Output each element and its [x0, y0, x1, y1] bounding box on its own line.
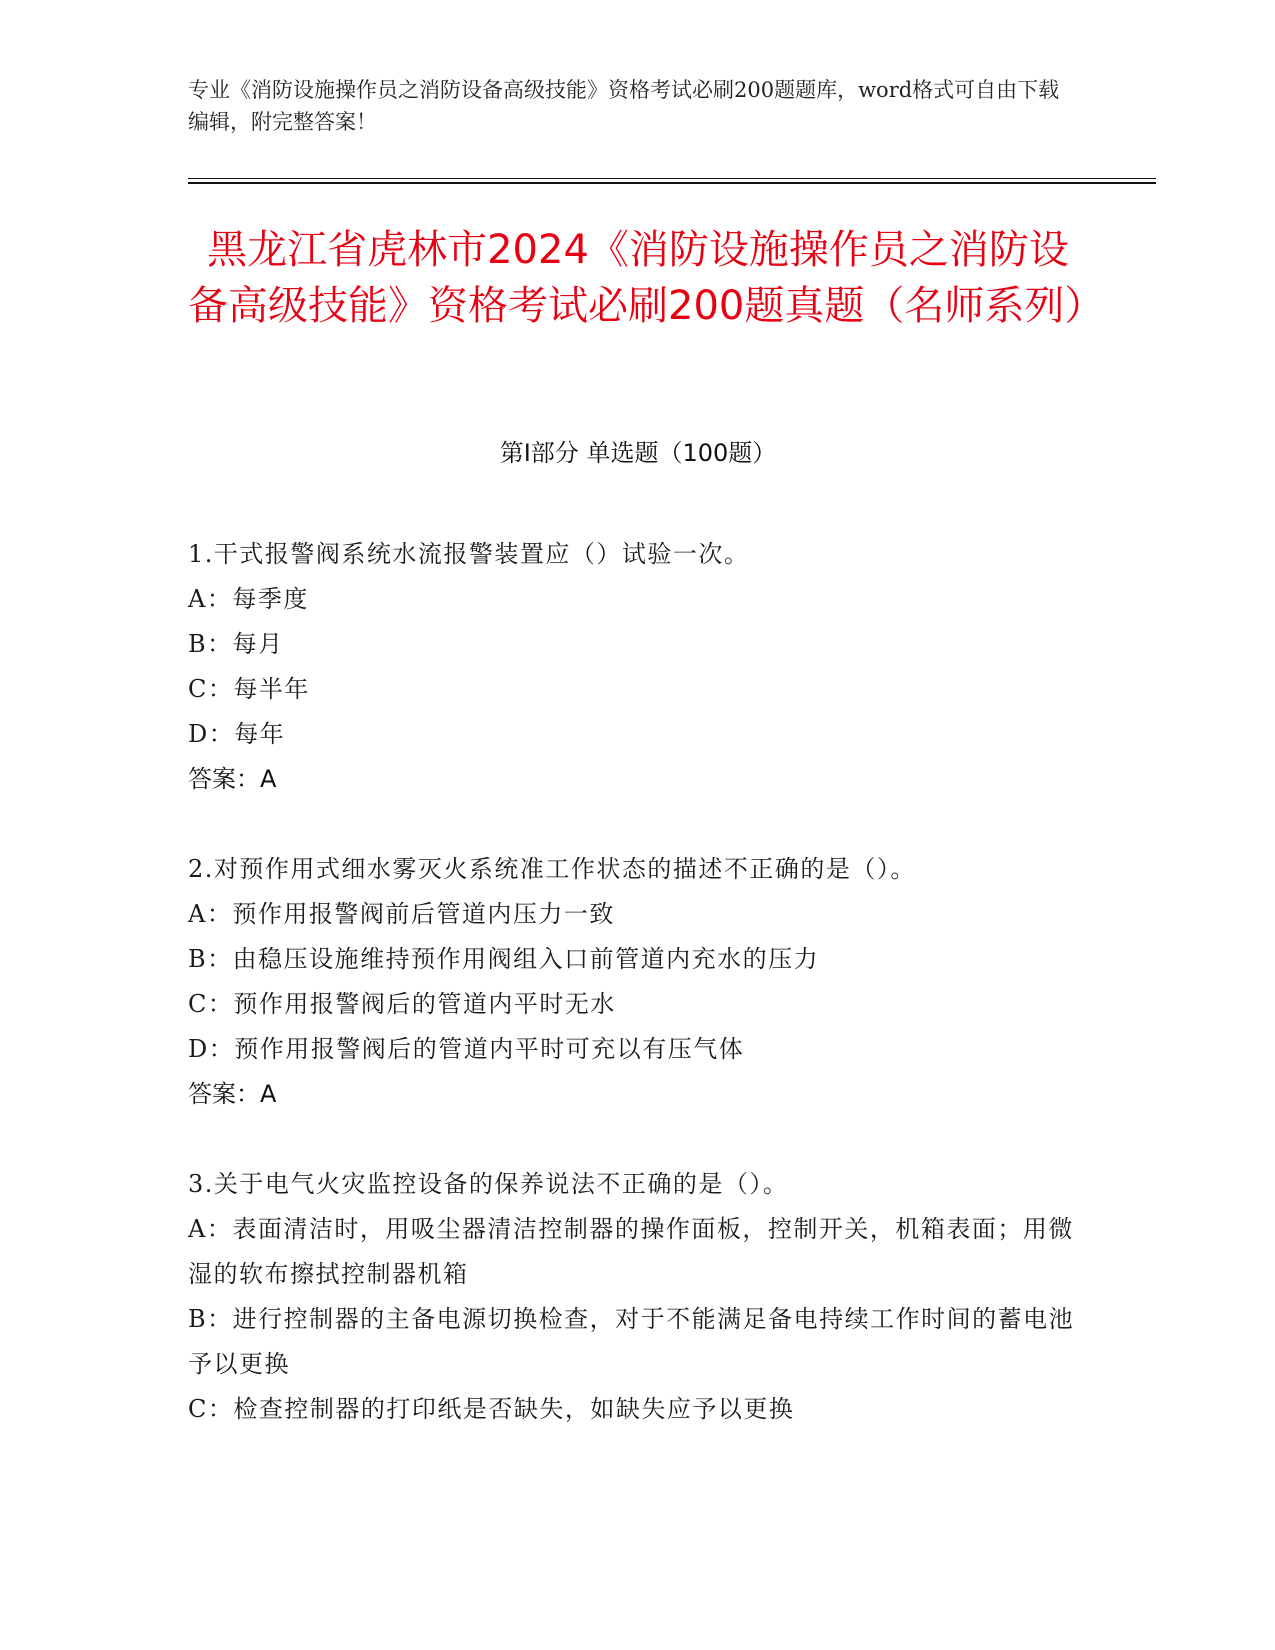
option-c: C：每半年: [188, 675, 310, 703]
option-d: D：每年: [188, 720, 286, 748]
question-1: [188, 532, 1088, 802]
answer: 答案：A: [188, 765, 277, 793]
option-b: B：进行控制器的主备电源切换检查，对于不能满足备电持续工作时间的蓄电池予以更换: [188, 1305, 1075, 1378]
option-c: C：预作用报警阀后的管道内平时无水: [188, 990, 616, 1018]
answer: 答案：A: [188, 1080, 277, 1108]
option-b: B：每月: [188, 630, 284, 658]
option-a: A：预作用报警阀前后管道内压力一致: [188, 900, 615, 928]
question-2: [188, 847, 1088, 1117]
option-a: A：每季度: [188, 585, 309, 613]
question-stem: 1.干式报警阀系统水流报警装置应（）试验一次。: [188, 540, 750, 568]
header-divider-thin: [188, 178, 1156, 179]
question-3: [188, 1162, 1088, 1432]
question-stem: 2.对预作用式细水雾灭火系统准工作状态的描述不正确的是（）。: [188, 855, 916, 883]
header-divider-thick: [188, 182, 1156, 184]
question-list: [188, 532, 1088, 1477]
option-a: A：表面清洁时，用吸尘器清洁控制器的操作面板，控制开关，机箱表面；用微湿的软布擦拭控制器机箱: [188, 1215, 1074, 1288]
option-c: C：检查控制器的打印纸是否缺失，如缺失应予以更换: [188, 1395, 795, 1423]
header-note: 专业《消防设施操作员之消防设备高级技能》资格考试必刷200题题库，word格式可自由下载编辑，附完整答案！: [188, 78, 1060, 134]
option-b: B：由稳压设施维持预作用阀组入口前管道内充水的压力: [188, 945, 820, 973]
option-d: D：预作用报警阀后的管道内平时可充以有压气体: [188, 1035, 745, 1063]
section-title: 第Ⅰ部分 单选题（100题）: [499, 439, 777, 467]
document-title: 黑龙江省虎林市2024《消防设施操作员之消防设备高级技能》资格考试必刷200题真题（名师系列）: [188, 227, 1105, 329]
question-stem: 3.关于电气火灾监控设备的保养说法不正确的是（）。: [188, 1170, 789, 1198]
